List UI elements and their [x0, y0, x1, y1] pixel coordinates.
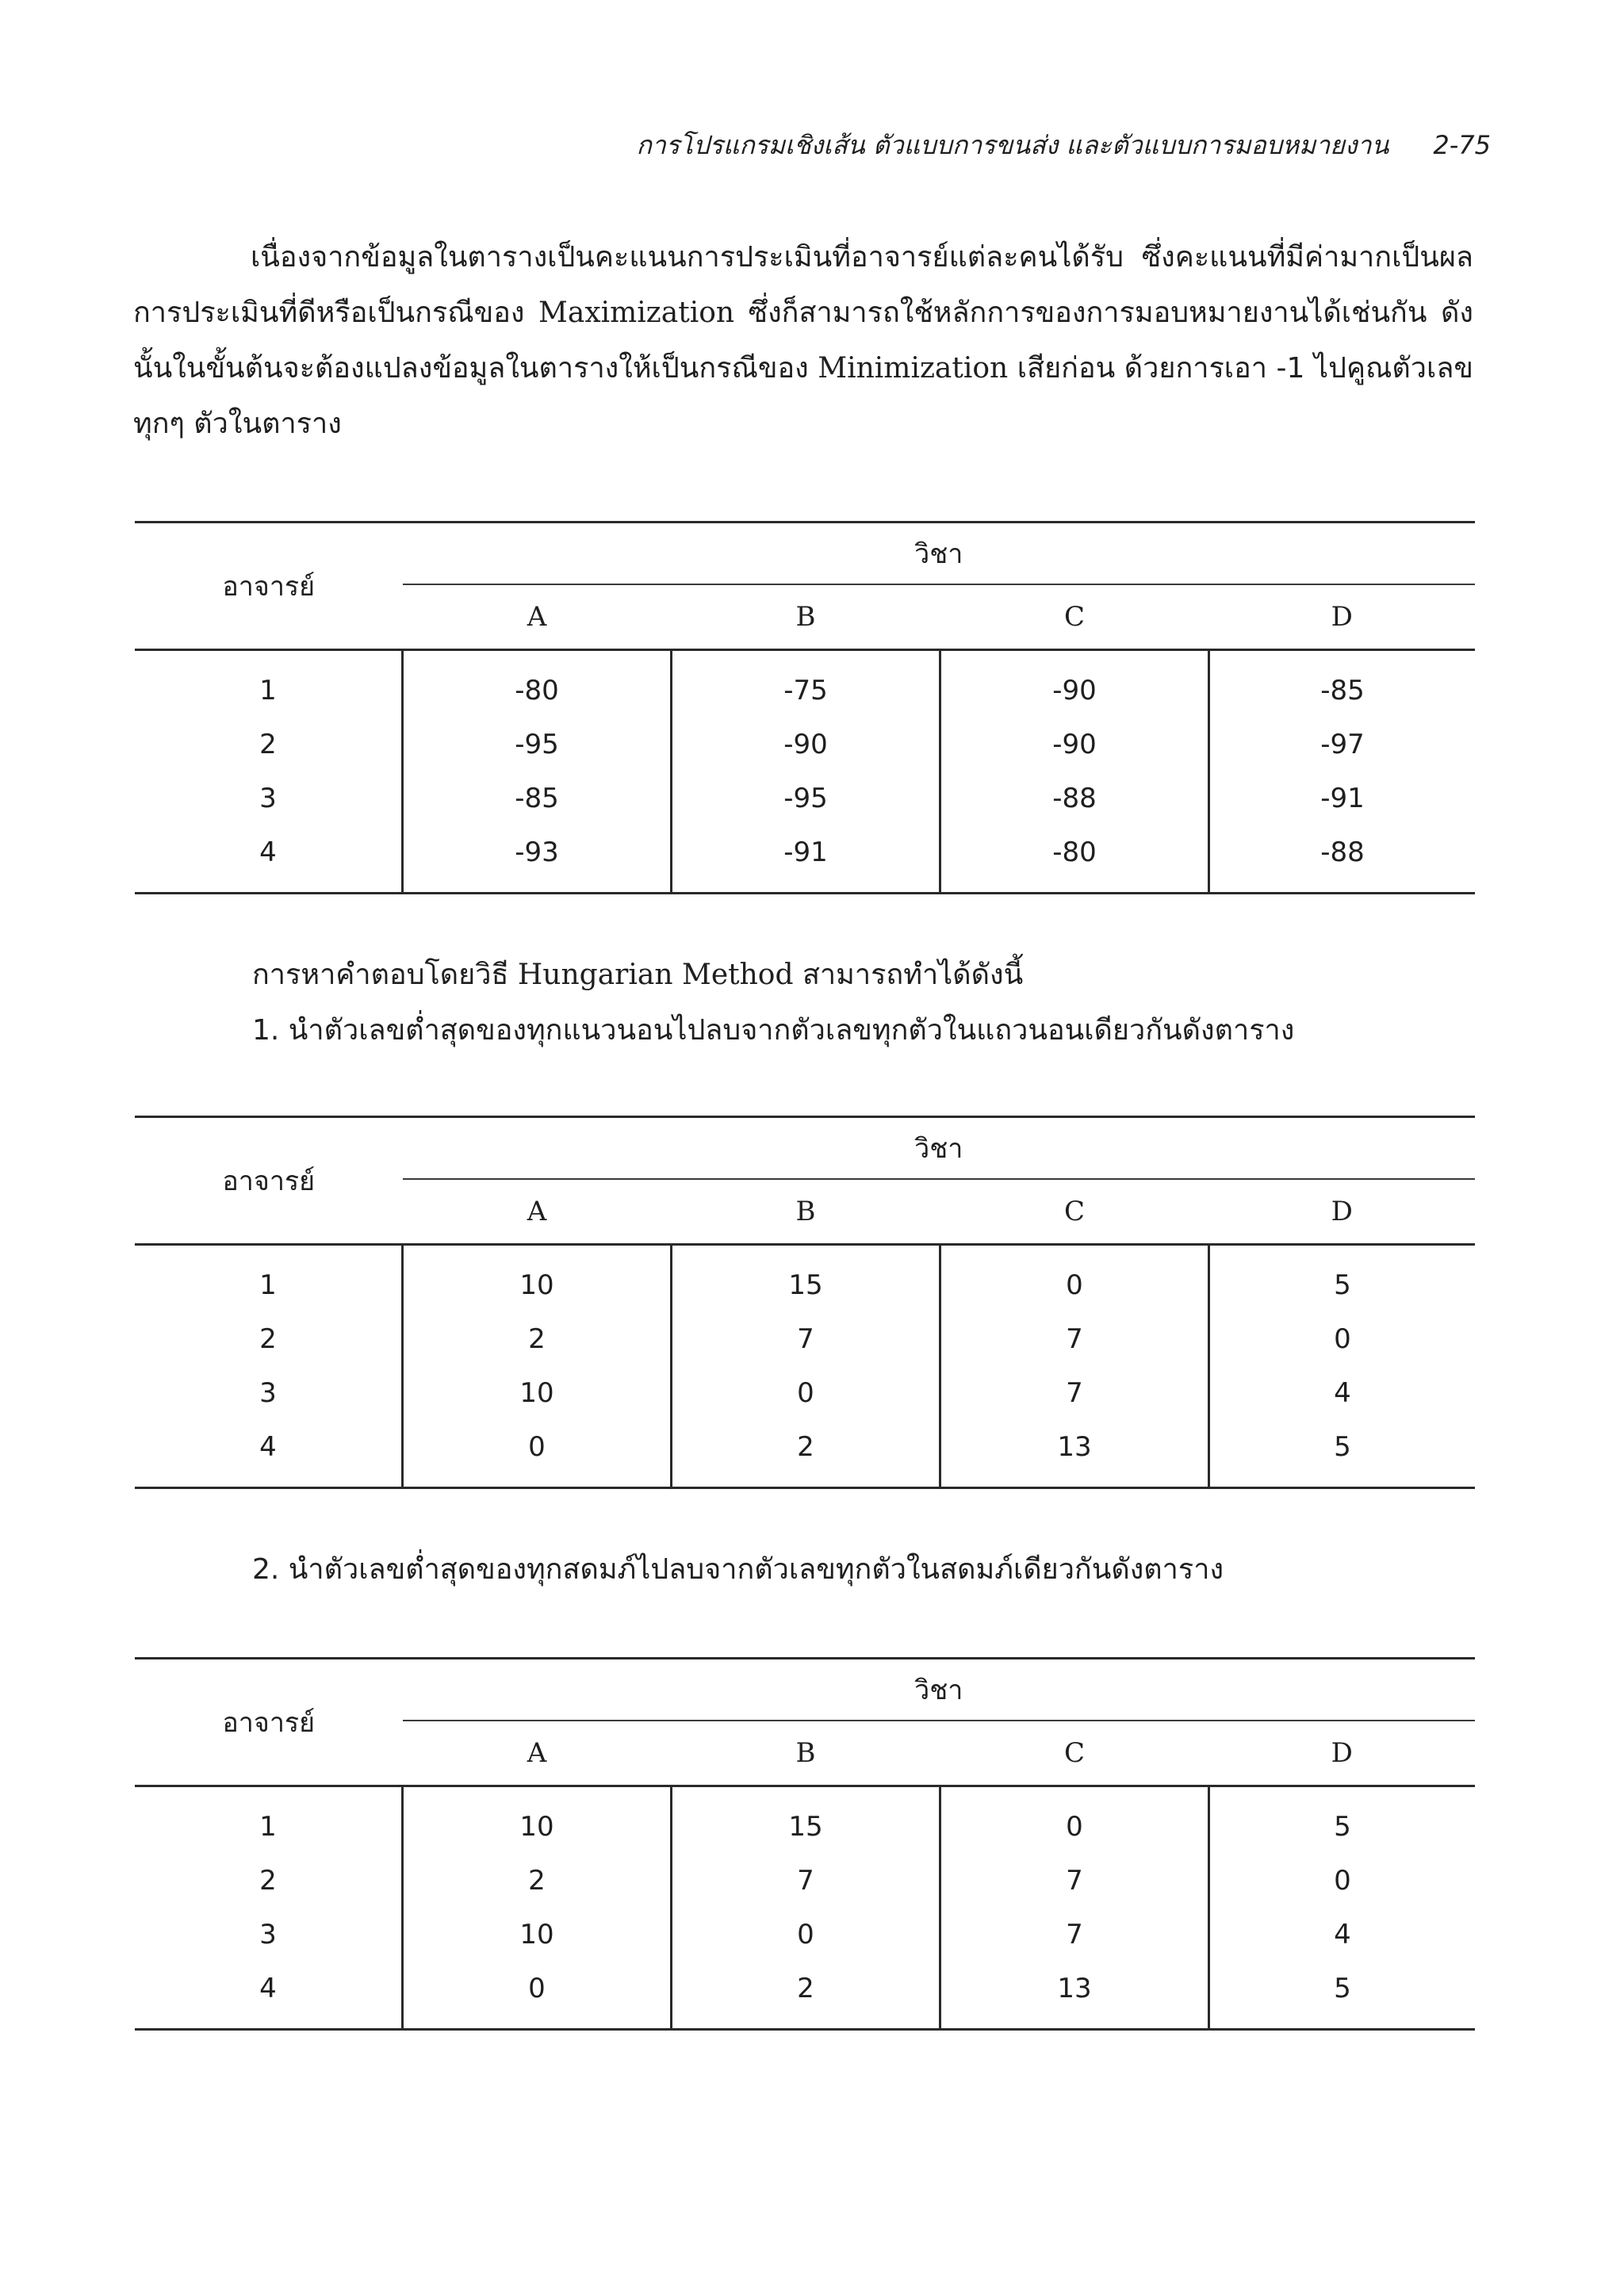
column-header: A [403, 1721, 672, 1786]
table-cell: 0 [403, 1420, 672, 1488]
table-cell: 0 [940, 1786, 1209, 1855]
table-row [135, 718, 1475, 771]
table-cell: 2 [672, 1420, 940, 1488]
table-cell: 2 [403, 1854, 672, 1908]
table-cell: -93 [403, 825, 672, 894]
table-cell: 0 [1209, 1312, 1476, 1366]
table-cell: 10 [403, 1908, 672, 1962]
table-cell: -85 [1209, 650, 1476, 718]
table-cell: -95 [403, 718, 672, 771]
table-row [135, 1786, 1475, 1855]
table-cell: 0 [672, 1366, 940, 1420]
table-cell: -90 [940, 650, 1209, 718]
method-text-post: สามารถทำได้ดังนี้ [793, 959, 1024, 991]
table-cell: 2 [403, 1312, 672, 1366]
table-cell: -80 [940, 825, 1209, 894]
group-header: วิชา [403, 523, 1476, 585]
table-cell: 10 [403, 1245, 672, 1313]
table-row [135, 1962, 1475, 2030]
table-cell: 7 [672, 1312, 940, 1366]
row-id: 4 [135, 1962, 403, 2030]
table-cell: 15 [672, 1786, 940, 1855]
page-number: 2-75 [1433, 130, 1491, 160]
table-cell: -91 [672, 825, 940, 894]
table-cell: 0 [403, 1962, 672, 2030]
table-row [135, 650, 1475, 718]
table-cell: 5 [1209, 1962, 1476, 2030]
column-header: D [1209, 1179, 1476, 1245]
table-row [135, 771, 1475, 825]
intro-term-minimization: Minimization [818, 352, 1009, 385]
table-row [135, 825, 1475, 894]
table-cell: -90 [672, 718, 940, 771]
column-header: D [1209, 1721, 1476, 1786]
table-cell: 4 [1209, 1366, 1476, 1420]
table-cell: 4 [1209, 1908, 1476, 1962]
row-id: 2 [259, 729, 277, 760]
intro-text-1: เนื่องจากข้อมูลในตารางเป็นคะแนนการประเมินที่อาจารย์แต่ละคนได้รับ ซึ่งคะแนนที่มีค่ามากเป็นผลการประเมินที่ดีหรือเป็นกรณีของ [133, 241, 1473, 329]
row-header: อาจารย์ [135, 1659, 403, 1786]
table-cell: 7 [672, 1854, 940, 1908]
table-cell: 13 [940, 1420, 1209, 1488]
table-cell: 15 [672, 1245, 940, 1313]
table-3 [135, 1657, 1475, 2031]
table-row [135, 1854, 1475, 1908]
table-cell: 7 [940, 1366, 1209, 1420]
table-cell: 7 [940, 1908, 1209, 1962]
method-intro [252, 951, 1023, 997]
row-id: 4 [135, 825, 403, 894]
chapter-title: การโปรแกรมเชิงเส้น ตัวแบบการขนส่ง และตัวแบบการมอบหมายงาน [636, 130, 1389, 160]
table-cell: -97 [1209, 718, 1476, 771]
table-1 [135, 521, 1475, 894]
table-cell: 0 [940, 1245, 1209, 1313]
column-header: C [940, 1721, 1209, 1786]
table-cell: 10 [403, 1786, 672, 1855]
table-cell: 2 [672, 1962, 940, 2030]
intro-text-2: ซึ่งก็สามารถใช้หลักการของการมอบหมายงานได้เช่นกัน ดังนั้นในขั้นต้นจะต้องแปลงข้อมูลในตารางให้เป็นกรณีของ [133, 297, 1473, 385]
table-cell: 5 [1209, 1245, 1476, 1313]
table-row [135, 1245, 1475, 1313]
table-cell: -88 [940, 771, 1209, 825]
table-cell: 5 [1209, 1786, 1476, 1855]
row-id: 1 [259, 675, 277, 706]
row-id: 2 [259, 1323, 277, 1355]
table-cell: 7 [940, 1854, 1209, 1908]
column-header: B [672, 1179, 940, 1245]
row-id: 3 [259, 1919, 277, 1950]
table-cell: 13 [940, 1962, 1209, 2030]
table-cell: -95 [672, 771, 940, 825]
table-cell: 7 [940, 1312, 1209, 1366]
group-header: วิชา [403, 1659, 1476, 1721]
row-id: 1 [259, 1269, 277, 1301]
table-row [135, 1420, 1475, 1488]
column-header: D [1209, 584, 1476, 650]
intro-term-maximization: Maximization [538, 297, 735, 329]
table-cell: -90 [940, 718, 1209, 771]
row-id: 2 [259, 1865, 277, 1897]
row-id: 3 [259, 783, 277, 814]
column-header: A [403, 1179, 672, 1245]
table-2 [135, 1116, 1475, 1489]
table-cell: -80 [403, 650, 672, 718]
column-header: B [672, 1721, 940, 1786]
intro-text-3: เสียก่อน ด้วยการเอา -1 ไปคูณตัวเลขทุกๆ ตัวในตาราง [133, 352, 1473, 440]
column-header: B [672, 584, 940, 650]
group-header: วิชา [403, 1117, 1476, 1180]
table-cell: 0 [1209, 1854, 1476, 1908]
column-header: A [403, 584, 672, 650]
column-header: C [940, 1179, 1209, 1245]
method-text-pre: การหาคำตอบโดยวิธี [252, 959, 518, 991]
table-row [135, 1312, 1475, 1366]
row-header: อาจารย์ [135, 1117, 403, 1245]
running-header [637, 125, 1491, 166]
intro-paragraph [133, 230, 1473, 452]
table-cell: -91 [1209, 771, 1476, 825]
step-1-text: 1. นำตัวเลขต่ำสุดของทุกแนวนอนไปลบจากตัวเลขทุกตัวในแถวนอนเดียวกันดังตาราง [252, 1014, 1295, 1047]
table-cell: 0 [672, 1908, 940, 1962]
column-header: C [940, 584, 1209, 650]
table-cell: -75 [672, 650, 940, 718]
row-header: อาจารย์ [135, 523, 403, 650]
row-id: 4 [135, 1420, 403, 1488]
table-cell: -88 [1209, 825, 1476, 894]
method-name: Hungarian Method [517, 959, 794, 991]
row-id: 3 [259, 1377, 277, 1409]
table-cell: -85 [403, 771, 672, 825]
row-id: 1 [259, 1811, 277, 1843]
table-row [135, 1908, 1475, 1962]
table-cell: 5 [1209, 1420, 1476, 1488]
step-2-text: 2. นำตัวเลขต่ำสุดของทุกสดมภ์ไปลบจากตัวเลขทุกตัวในสดมภ์เดียวกันดังตาราง [252, 1553, 1224, 1586]
table-row [135, 1366, 1475, 1420]
table-cell: 10 [403, 1366, 672, 1420]
